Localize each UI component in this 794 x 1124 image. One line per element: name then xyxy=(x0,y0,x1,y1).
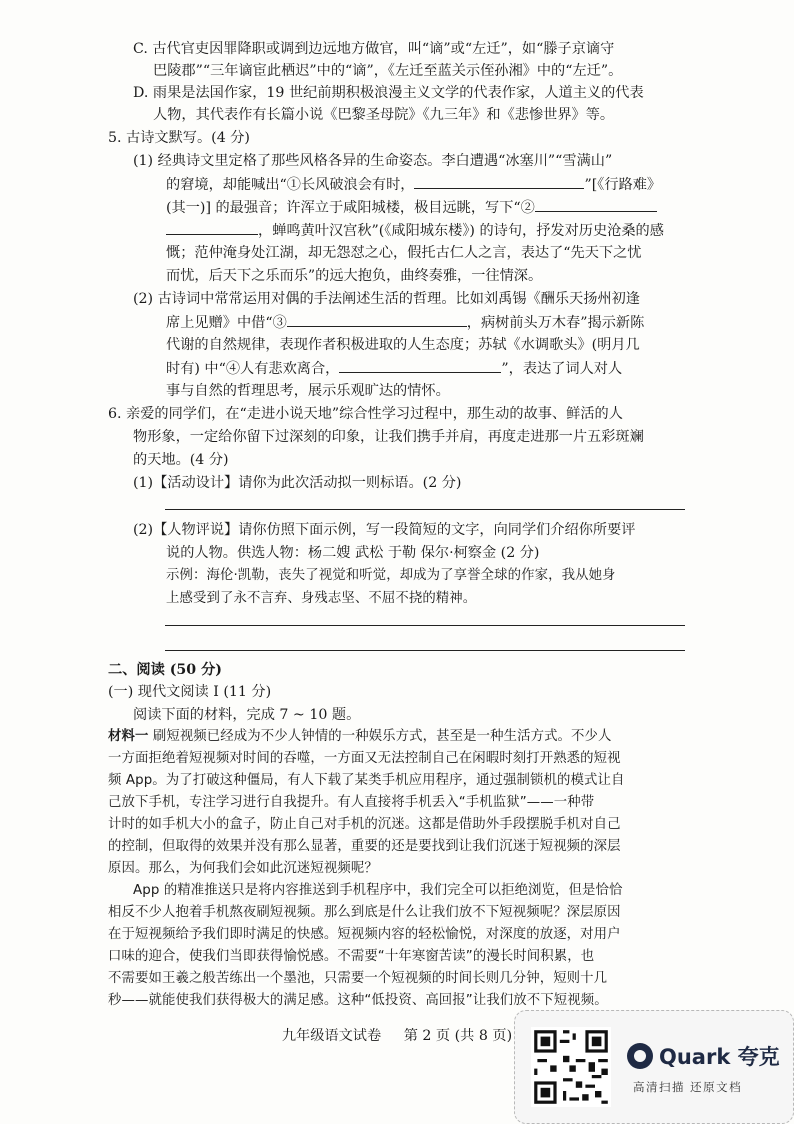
answer-line-q6-2b[interactable] xyxy=(165,650,685,651)
quark-logo xyxy=(627,1041,780,1071)
question-5-heading: 5. 古诗文默写。(4 分) xyxy=(108,130,250,146)
option-d-line2: 人物，其代表作有长篇小说《巴黎圣母院》《九三年》和《悲惨世界》等。 xyxy=(153,107,615,123)
q5-2-line3: 代谢的自然规律，表现作者积极进取的人生态度；苏轼《水调歌头》(明月几 xyxy=(166,337,640,353)
q5-1-line1: (1) 经典诗文里定格了那些风格各异的生命姿态。李白遭遇“冰塞川”“雪满山” xyxy=(133,153,613,169)
material-1-p2-line3: 在于短视频给予我们即时满足的快感。短视频内容的轻松愉悦，对深度的放逐，对用户 xyxy=(108,927,621,942)
question-6-line3: 的天地。(4 分) xyxy=(133,452,229,468)
q5-1-line6: 而忧，后天下之乐而乐”的远大抱负，曲终奏雅，一往情深。 xyxy=(166,268,543,284)
material-1-line1: 材料一 刷短视频已经成为不少人钟情的一种娱乐方式，甚至是一种生活方式。不少人 xyxy=(108,729,612,744)
material-1-line5: 计时的如手机大小的盒子，防止自己对手机的沉迷。这都是借助外手段摆脱手机对自己 xyxy=(108,817,621,832)
material-1-line3: 频 App。为了打破这种僵局，有人下载了某类手机应用程序，通过强制锁机的模式让自 xyxy=(108,773,625,788)
answer-line-q6-2a[interactable] xyxy=(165,625,685,626)
material-1-line2: 一方面拒绝着短视频对时间的吞噬，一方面又无法控制自己在闲暇时刻打开熟悉的短视 xyxy=(108,751,621,766)
question-6-line2: 物形象，一定给你留下过深刻的印象，让我们携手并肩，再度走进那一片五彩斑斓 xyxy=(133,429,644,445)
answer-blank-2b[interactable] xyxy=(166,220,258,235)
q5-2-line5: 事与自然的哲理思考，展示乐观旷达的情怀。 xyxy=(166,383,450,399)
quark-scan-badge xyxy=(514,1010,794,1124)
reading-instruction: 阅读下面的材料，完成 7 ~ 10 题。 xyxy=(133,707,361,723)
answer-blank-3[interactable] xyxy=(287,312,467,327)
example-line2: 上感受到了永不言弃、身残志坚、不屈不挠的精神。 xyxy=(166,591,477,606)
footer-page: 第 2 页 (共 8 页) xyxy=(403,1028,513,1044)
answer-blank-2a[interactable] xyxy=(535,197,657,212)
q6-2-line2: 说的人物。供选人物：杨二嫂 武松 于勒 保尔·柯察金 (2 分) xyxy=(166,545,540,561)
example-line1: 示例：海伦·凯勒，丧失了视觉和听觉，却成为了享誉全球的作家，我从她身 xyxy=(166,568,616,583)
qr-code-icon xyxy=(531,1027,611,1107)
material-1-p2-line2: 相反不少人抱着手机熬夜刷短视频。那么到底是什么让我们放不下短视频呢？深层原因 xyxy=(108,905,621,920)
q6-1-prompt: (1)【活动设计】请你为此次活动拟一则标语。(2 分) xyxy=(133,475,462,491)
q5-1-line3: (其一)] 的最强音；许浑立于咸阳城楼，极目远眺，写下“② xyxy=(166,197,657,218)
question-6-line1: 6. 亲爱的同学们，在“走进小说天地”综合性学习过程中，那生动的故事、鲜活的人 xyxy=(108,406,623,422)
q5-2-line1: (2) 古诗词中常常运用对偶的手法阐述生活的哲理。比如刘禹锡《酬乐天扬州初逢 xyxy=(133,291,640,307)
q5-2-line4: 时有) 中“④人有悲欢离合， ”，表达了词人对人 xyxy=(166,358,622,379)
subsection-heading: (一) 现代文阅读 I (11 分) xyxy=(108,684,272,700)
q5-2-line2: 席上见赠》中借“③ ，病树前头万木春”揭示新陈 xyxy=(166,312,644,333)
option-c-line2: 巴陵郡”“三年谪宦此栖迟”中的“谪”，《左迁至蓝关示侄孙湘》中的“左迁”。 xyxy=(153,63,623,79)
quark-logo-icon xyxy=(627,1043,653,1069)
material-1-p2-line5: 不需要如王羲之般苦练出一个墨池，只需要一个短视频的时间长则几分钟，短则十几 xyxy=(108,971,608,986)
quark-brand: Quark 夸克 xyxy=(659,1045,780,1069)
material-1-line7: 原因。那么，为何我们会如此沉迷短视频呢？ xyxy=(108,861,378,876)
material-1-p2-line1: App 的精准推送只是将内容推送到手机程序中，我们完全可以拒绝浏览，但是恰恰 xyxy=(133,883,623,898)
q5-1-line5: 慨；范仲淹身处江湖，却无怨怼之心，假托古仁人之言，表达了“先天下之忧 xyxy=(166,245,642,261)
material-1-line6: 的控制，但取得的效果并没有那么显著，重要的还是要找到让我们沉迷于短视频的深层 xyxy=(108,839,621,854)
material-1-p2-line6: 秒——就能使我们获得极大的满足感。这种“低投资、高回报”让我们放不下短视频。 xyxy=(108,993,608,1008)
answer-blank-4[interactable] xyxy=(339,358,501,373)
option-d-line1: D. 雨果是法国作家，19 世纪前期积极浪漫主义文学的代表作家，人道主义的代表 xyxy=(133,85,644,101)
q5-1-line4: ，蝉鸣黄叶汉宫秋”(《咸阳城东楼》) 的诗句，抒发对历史沧桑的感 xyxy=(166,220,664,241)
quark-tagline: 高清扫描 还原文档 xyxy=(633,1080,743,1094)
answer-blank-1[interactable] xyxy=(414,174,584,189)
material-1-label: 材料一 xyxy=(108,729,149,744)
section-2-heading: 二、阅读 (50 分) xyxy=(108,662,222,678)
material-1-line4: 己放下手机，专注学习进行自我提升。有人直接将手机丢入“手机监狱”——一种带 xyxy=(108,795,595,810)
q5-1-line2: 的窘境，却能喊出“①长风破浪会有时， ”[《行路难》 xyxy=(166,174,661,195)
material-1-p2-line4: 口味的迎合，使我们当即获得愉悦感。不需要“十年寒窗苦读”的漫长时间积累，也 xyxy=(108,949,595,964)
footer-title: 九年级语文试卷 xyxy=(281,1028,382,1044)
option-c-line1: C. 古代官吏因罪降职或调到边远地方做官，叫“谪”或“左迁”，如“滕子京谪守 xyxy=(133,41,615,57)
q6-2-line1: (2)【人物评说】请你仿照下面示例，写一段简短的文字，向同学们介绍你所要评 xyxy=(133,522,636,538)
answer-line-q6-1[interactable] xyxy=(165,509,685,510)
